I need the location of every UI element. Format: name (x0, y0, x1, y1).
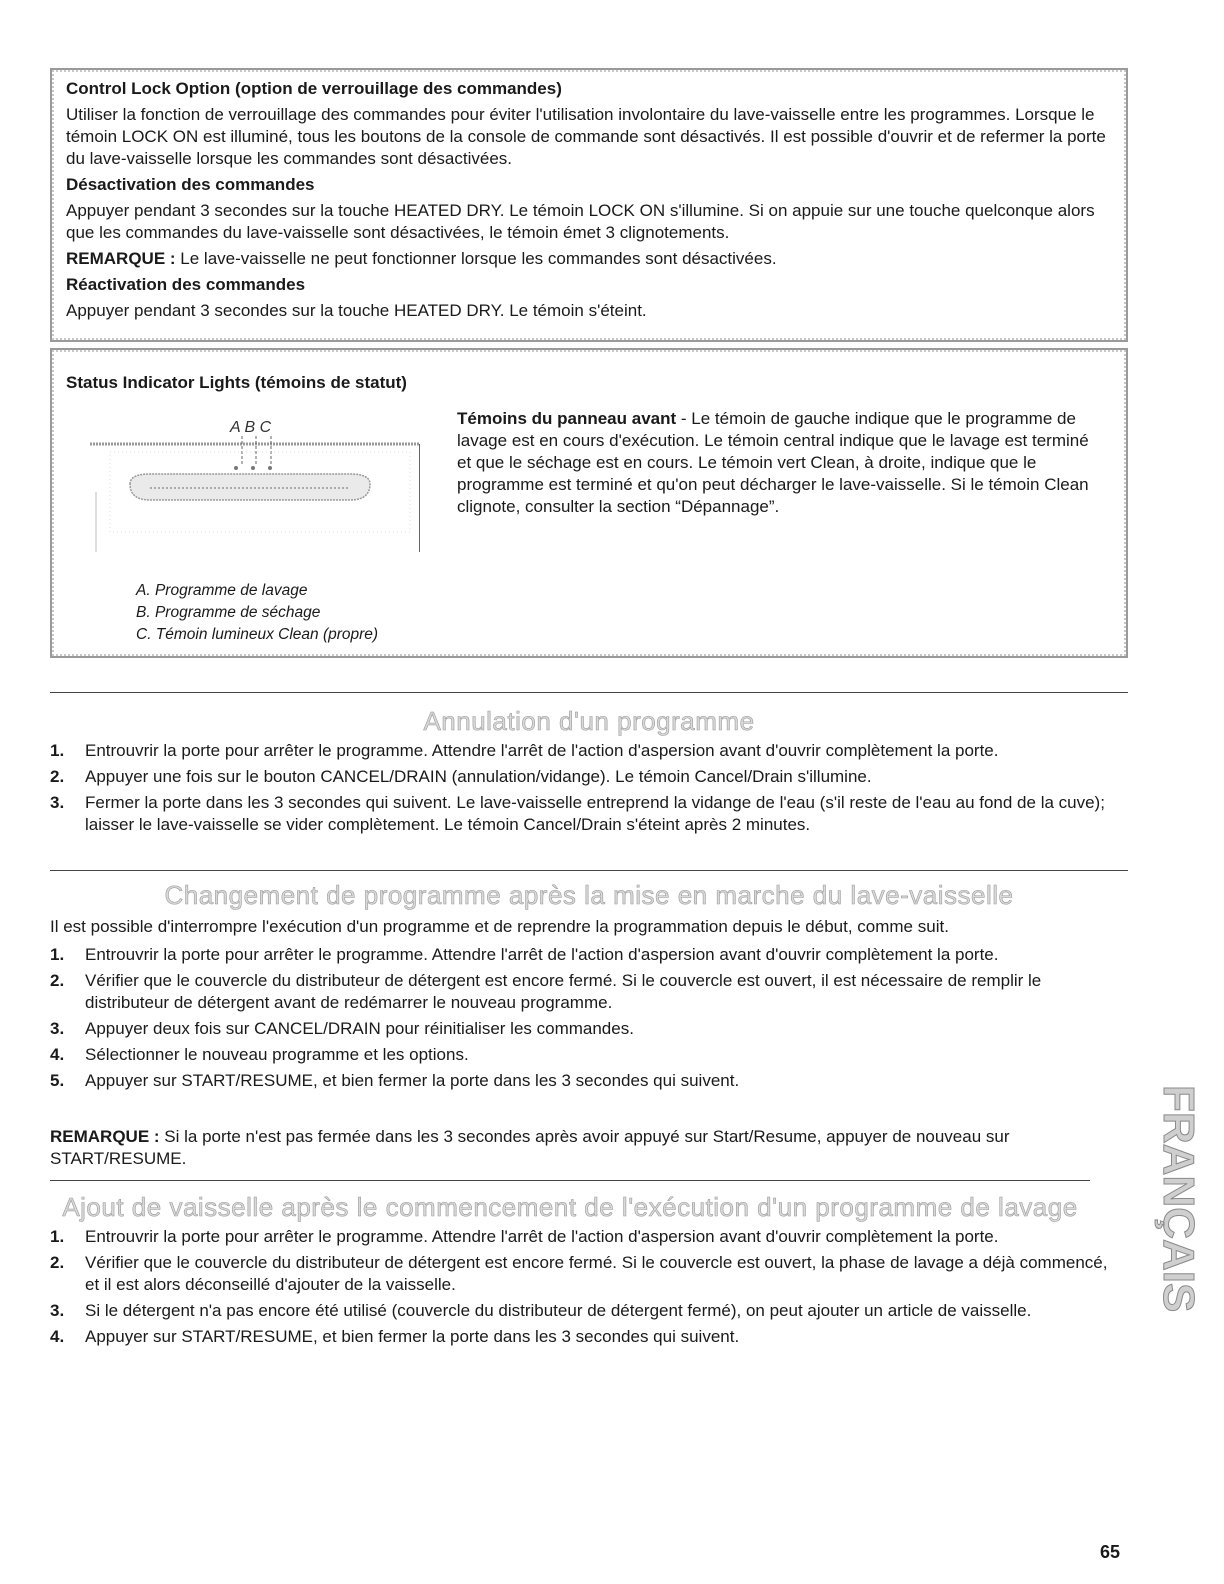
control-panel-diagram (90, 412, 420, 562)
status-lights-box (50, 348, 1128, 658)
enable-text: Appuyer pendant 3 secondes sur la touche HEATED DRY. Le témoin s'éteint. (66, 301, 647, 320)
add-dishes-steps (50, 1226, 1125, 1352)
list-item: 4. Sélectionner le nouveau programme et les options. (50, 1045, 469, 1064)
panel-description (457, 408, 1102, 518)
note-text: Le lave-vaisselle ne peut fonctionner lorsque les commandes sont désactivées. (175, 249, 777, 268)
diagram-abc-labels: A B C (230, 419, 272, 436)
cancel-section-title: Annulation d'un programme (423, 706, 755, 736)
status-lights-title: Status Indicator Lights (témoins de statut) (66, 373, 407, 392)
list-item: 1. Entrouvrir la porte pour arrêter le programme. Attendre l'arrêt de l'action d'aspersion avant d'ouvrir complètement la porte. (50, 945, 999, 964)
list-item: 2. Vérifier que le couvercle du distributeur de détergent est encore fermé. Si le couvercle est ouvert, la phase de lavage a déjà commencé, et il est alors déconseillé d'ajouter de la vaisselle. (50, 1253, 1108, 1294)
list-item: 1. Entrouvrir la porte pour arrêter le programme. Attendre l'arrêt de l'action d'aspersion avant d'ouvrir complètement la porte. (50, 741, 999, 760)
list-item: 2. Vérifier que le couvercle du distributeur de détergent est encore fermé. Si le couvercle est ouvert, il est nécessaire de remplir le distributeur de détergent avant de redémarrer le nouveau programme. (50, 971, 1042, 1012)
language-side-tab (1150, 1085, 1202, 1335)
list-item: 3. Fermer la porte dans les 3 secondes qui suivent. Le lave-vaisselle entreprend la vidange de l'eau (s'il reste de l'eau au fond de la cuve); laisser le lave-vaisselle se vider complètement. Le témoin Cancel/Drain s'éteint après 2 minutes. (50, 793, 1105, 834)
control-lock-note (66, 248, 1114, 270)
language-tab-graphic (1150, 1085, 1202, 1335)
control-panel-illustration (90, 412, 420, 562)
note-text: Si la porte n'est pas fermée dans les 3 secondes après avoir appuyé sur Start/Resume, appuyer de nouveau sur START/RESUME. (50, 1127, 1010, 1168)
caption-c: C. Témoin lumineux Clean (propre) (136, 626, 379, 643)
list-item: 1. Entrouvrir la porte pour arrêter le programme. Attendre l'arrêt de l'action d'aspersion avant d'ouvrir complètement la porte. (50, 1227, 999, 1246)
list-item: 2. Appuyer une fois sur le bouton CANCEL/DRAIN (annulation/vidange). Le témoin Cancel/Drain s'illumine. (50, 767, 872, 786)
add-dishes-section-title: Ajout de vaisselle après le commencement de l'exécution d'un programme de lavage (62, 1192, 1078, 1222)
section-divider (50, 870, 1128, 871)
change-section-title: Changement de programme après la mise en marche du lave-vaisselle (164, 880, 1014, 910)
list-item: 3. Si le détergent n'a pas encore été utilisé (couvercle du distributeur de détergent fermé), on peut ajouter un article de vaisselle. (50, 1301, 1032, 1320)
section-divider (50, 692, 1128, 693)
caption-a: A. Programme de lavage (136, 582, 308, 599)
language-label: FRANÇAIS (1154, 1085, 1202, 1313)
change-steps (50, 944, 1128, 1096)
change-note (50, 1126, 1090, 1170)
change-intro: Il est possible d'interrompre l'exécution d'un programme et de reprendre la programmation depuis le début, comme suit. (50, 917, 949, 936)
note-label: REMARQUE : (50, 1127, 160, 1146)
panel-text: - Le témoin de gauche indique que le programme de lavage est en cours d'exécution. Le témoin central indique que le lavage est terminé et que le séchage est en cours. Le témoin vert Clean, à droite, indique que le programme est terminé et qu'on peut décharger le lave-vaisselle. Si le témoin Clean clignote, consulter la section “Dépannage”. (457, 409, 1089, 516)
section-divider (50, 1180, 1090, 1181)
caption-b: B. Programme de séchage (136, 604, 321, 621)
control-lock-intro: Utiliser la fonction de verrouillage des commandes pour éviter l'utilisation involontaire du lave-vaisselle entre les programmes. Lorsque le témoin LOCK ON est illuminé, tous les boutons de la console de commande sont désactivés. Il est possible d'ouvrir et de refermer la porte du lave-vaisselle lorsque les commandes sont désactivées. (66, 105, 1106, 168)
control-lock-box (50, 68, 1128, 342)
panel-label: Témoins du panneau avant (457, 409, 677, 428)
list-item: 3. Appuyer deux fois sur CANCEL/DRAIN pour réinitialiser les commandes. (50, 1019, 634, 1038)
list-item: 4. Appuyer sur START/RESUME, et bien fermer la porte dans les 3 secondes qui suivent. (50, 1327, 740, 1346)
page-number: 65 (1100, 1542, 1121, 1562)
note-label: REMARQUE : (66, 249, 176, 268)
diagram-captions (136, 580, 378, 646)
list-item: 5. Appuyer sur START/RESUME, et bien fermer la porte dans les 3 secondes qui suivent. (50, 1071, 740, 1090)
cancel-steps (50, 740, 1128, 840)
disable-heading: Désactivation des commandes (66, 175, 315, 194)
disable-text: Appuyer pendant 3 secondes sur la touche HEATED DRY. Le témoin LOCK ON s'illumine. Si on appuie sur une touche quelconque alors que les commandes du lave-vaisselle sont désactivées, le témoin émet 3 clignotements. (66, 201, 1095, 242)
control-lock-title: Control Lock Option (option de verrouillage des commandes) (66, 79, 562, 98)
enable-heading: Réactivation des commandes (66, 275, 306, 294)
